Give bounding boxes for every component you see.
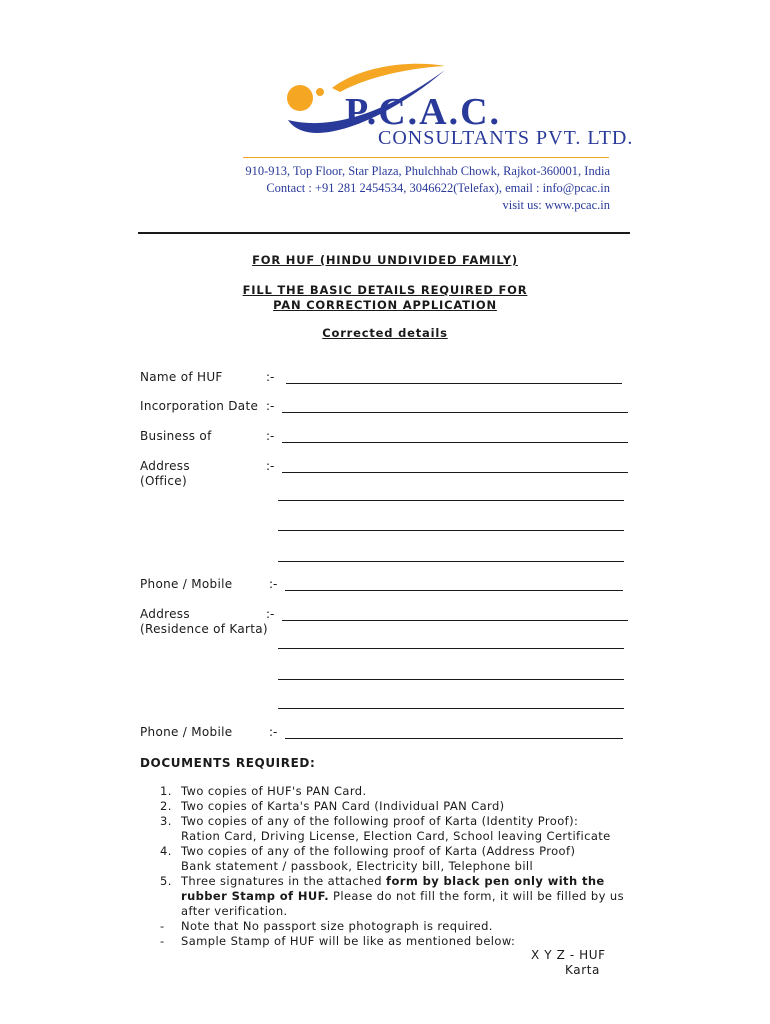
address-office-line-3[interactable] [278, 530, 624, 531]
list-item: 1. Two copies of HUF's PAN Card. [160, 784, 367, 798]
company-address: 910-913, Top Floor, Star Plaza, Phulchhab Chowk, Rajkot-360001, India [245, 164, 610, 178]
address-residence-line-2[interactable] [278, 648, 624, 649]
company-contact: Contact : +91 281 2454534, 3046622(Telefax), email : info@pcac.in [266, 181, 610, 195]
business-of-label: Business of [140, 429, 212, 443]
address-residence-line-4[interactable] [278, 708, 624, 709]
separator: :- [266, 399, 275, 413]
list-item: 4. Two copies of any of the following proof of Karta (Address Proof) [160, 844, 576, 858]
business-of-line[interactable] [282, 442, 628, 443]
separator: :- [269, 577, 278, 591]
phone-mobile-label: Phone / Mobile [140, 577, 233, 591]
separator: :- [266, 607, 275, 621]
phone-mobile-line[interactable] [285, 590, 623, 591]
list-item-continuation: Ration Card, Driving License, Election Card, School leaving Certificate [181, 829, 611, 843]
address-office-line-2[interactable] [278, 500, 624, 501]
address-office-label: Address [140, 459, 190, 473]
documents-required-title: DOCUMENTS REQUIRED: [140, 756, 316, 770]
address-office-sublabel: (Office) [140, 474, 187, 488]
name-of-huf-label: Name of HUF [140, 370, 223, 384]
list-item: 5. Three signatures in the attached form by black pen only with the [160, 874, 605, 888]
address-residence-line-3[interactable] [278, 679, 624, 680]
fill-heading-line1: FILL THE BASIC DETAILS REQUIRED FOR [242, 283, 528, 297]
separator: :- [266, 370, 275, 384]
incorporation-date-label: Incorporation Date [140, 399, 259, 413]
header-orange-rule [243, 157, 609, 158]
list-item: - Note that No passport size photograph is required. [160, 919, 493, 933]
company-website: visit us: www.pcac.in [502, 198, 610, 212]
list-item: - Sample Stamp of HUF will be like as mentioned below: [160, 934, 516, 948]
header-divider [138, 232, 630, 234]
huf-heading: FOR HUF (HINDU UNDIVIDED FAMILY) [252, 253, 518, 267]
phone-mobile-karta-label: Phone / Mobile [140, 725, 233, 739]
separator: :- [269, 725, 278, 739]
logo-subtitle: CONSULTANTS PVT. LTD. [378, 127, 634, 149]
list-item: 2. Two copies of Karta's PAN Card (Individual PAN Card) [160, 799, 505, 813]
address-residence-line-1[interactable] [282, 620, 628, 621]
separator: :- [266, 459, 275, 473]
address-office-line-1[interactable] [282, 472, 628, 473]
stamp-karta: Karta [565, 963, 601, 977]
corrected-details-heading: Corrected details [322, 326, 448, 340]
name-of-huf-line[interactable] [286, 383, 622, 384]
phone-mobile-karta-line[interactable] [285, 738, 623, 739]
list-item-continuation: after verification. [181, 904, 288, 918]
list-item: 3. Two copies of any of the following proof of Karta (Identity Proof): [160, 814, 579, 828]
address-office-line-4[interactable] [278, 561, 624, 562]
separator: :- [266, 429, 275, 443]
list-item-continuation: Bank statement / passbook, Electricity bill, Telephone bill [181, 859, 534, 873]
list-item-continuation: rubber Stamp of HUF. Please do not fill the form, it will be filled by us [181, 889, 624, 903]
address-residence-sublabel: (Residence of Karta) [140, 622, 268, 636]
address-residence-label: Address [140, 607, 190, 621]
stamp-huf-name: X Y Z - HUF [531, 948, 606, 962]
fill-heading-line2: PAN CORRECTION APPLICATION [273, 298, 497, 312]
logo-name: P.C.A.C. [345, 91, 502, 133]
incorporation-date-line[interactable] [282, 412, 628, 413]
